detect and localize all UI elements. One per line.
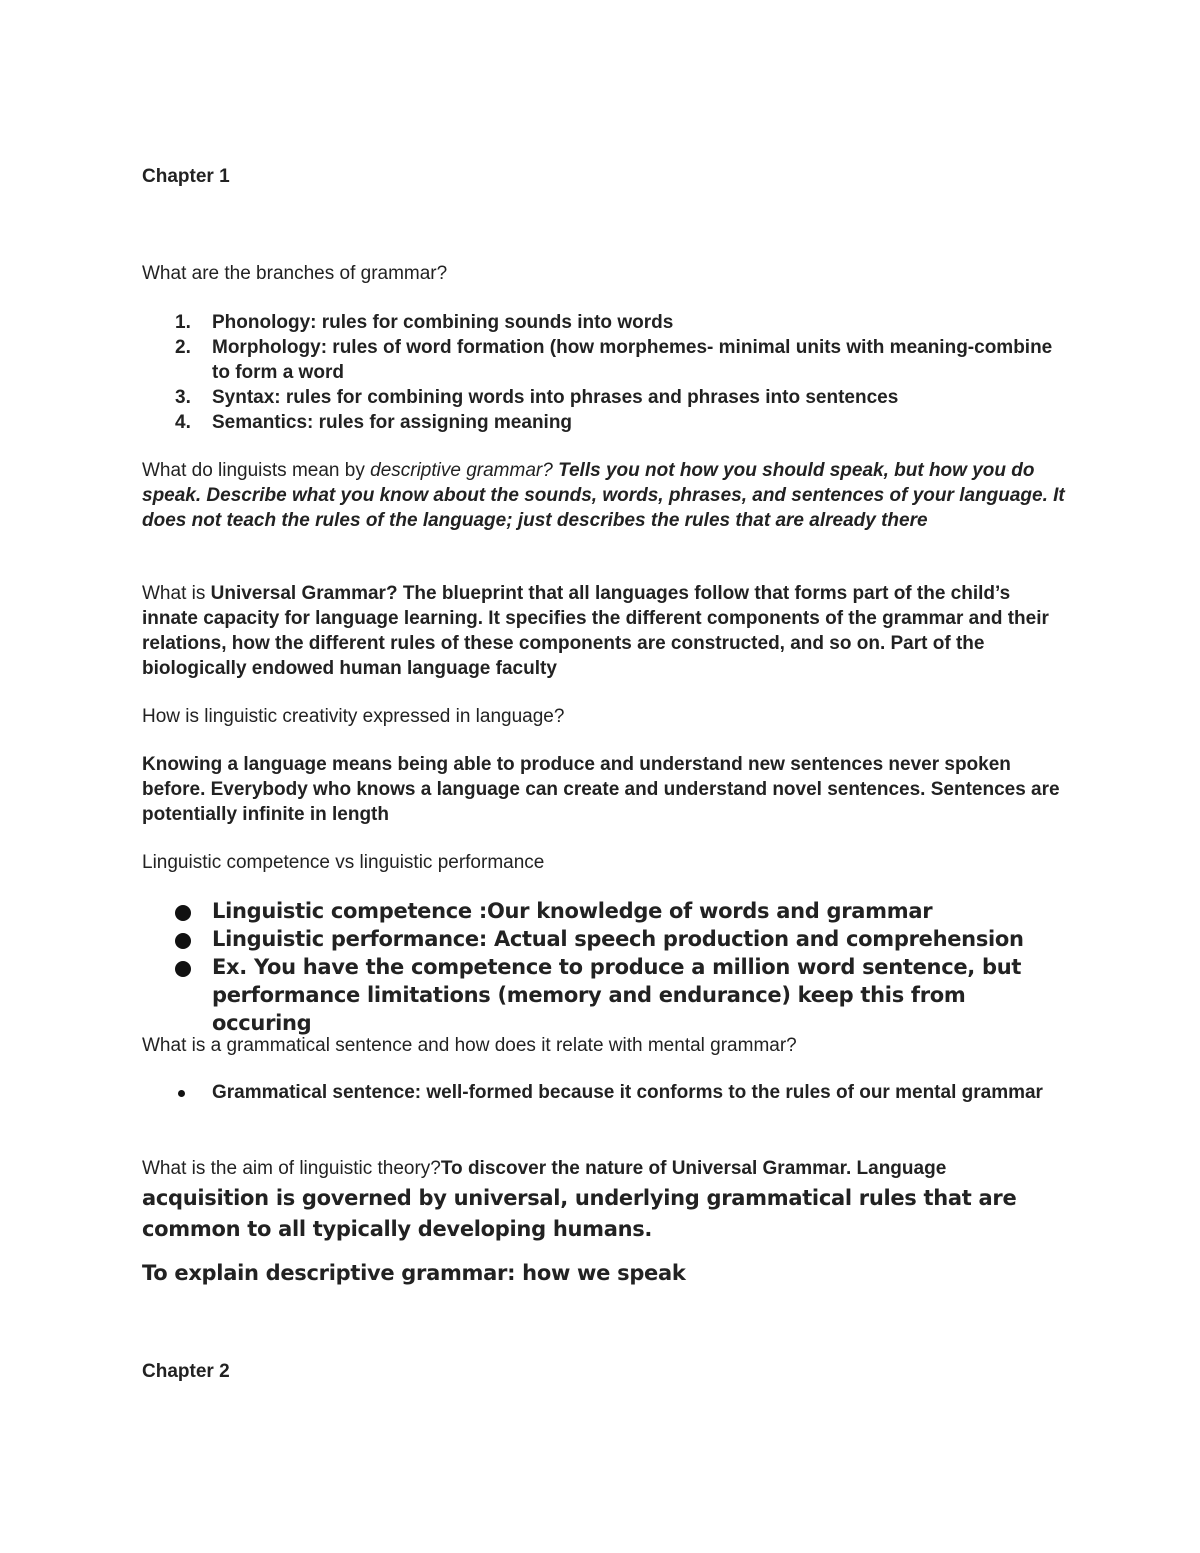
list-item-text: Morphology: rules of word formation (how morphemes- minimal units with meaning-combine to form a word [212,337,1053,383]
list-item-text: Linguistic competence :Our knowledge of words and grammar [212,899,933,923]
list-item-text: Semantics: rules for assigning meaning [212,412,573,433]
bullet-icon [175,905,191,921]
answer-text-continued: acquisition is governed by universal, underlying grammatical rules that are common to all typically developing humans. [142,1186,1017,1241]
question-term: Universal Grammar? [210,583,398,604]
list-item-text: Linguistic performance: Actual speech production and comprehension [212,927,1024,951]
list-number: 3. [175,387,191,408]
list-item-text: Grammatical sentence: well-formed because it conforms to the rules of our mental grammar [212,1082,1043,1103]
list-item [142,897,1067,925]
list-item [142,925,1067,953]
answer-text: The blueprint that all languages follow that forms part of the child’s innate capacity for language learning. It specifies the different components of the grammar and their relations, how the different rules of these components are constructed, and so on. Part of the biologically endowed human language faculty [142,583,1049,679]
bullet-icon [175,933,191,949]
bullet-icon [175,961,191,977]
grammatical-question: What is a grammatical sentence and how does it relate with mental grammar? [142,1035,797,1056]
list-item [142,1080,1067,1105]
bullet-icon [178,1090,185,1097]
list-item [142,385,1067,410]
question-term: descriptive grammar? [370,460,553,481]
competence-question: Linguistic competence vs linguistic performance [142,852,545,873]
answer-text: To discover the nature of Universal Grammar. Language [440,1158,947,1179]
list-item-text: Ex. You have the competence to produce a million word sentence, but performance limitations (memory and endurance) keep this from occuring [212,955,1022,1035]
chapter-2-heading: Chapter 2 [142,1361,230,1382]
list-item [142,410,1067,435]
answer-text: Tells you not how you should speak, but how you do speak. Describe what you know about the sounds, words, phrases, and sentences of your language. It does not teach the rules of the language; just describes the rules that are already there [142,460,1065,531]
list-item [142,953,1067,1037]
aim-explain: To explain descriptive grammar: how we speak [142,1261,686,1285]
question-text: What is the aim of linguistic theory? [142,1158,441,1179]
list-number: 1. [175,312,191,333]
list-item [142,310,1067,335]
descriptive-grammar-paragraph [142,458,1067,533]
list-number: 2. [175,337,191,358]
branches-list [142,310,1067,435]
list-item-text: Syntax: rules for combining words into phrases and phrases into sentences [212,387,899,408]
competence-list [142,897,1067,1037]
question-text: What is [142,583,211,604]
list-number: 4. [175,412,191,433]
list-item [142,335,1067,385]
aim-paragraph [142,1153,1067,1246]
creativity-answer: Knowing a language means being able to produce and understand new sentences never spoken before. Everybody who knows a language can create and understand novel sentences. Sentences are potentially infinite in length [142,754,1060,825]
question-text: What do linguists mean by [142,460,371,481]
universal-grammar-paragraph [142,581,1067,681]
list-item-text: Phonology: rules for combining sounds into words [212,312,674,333]
grammatical-list [142,1080,1067,1105]
creativity-question: How is linguistic creativity expressed in language? [142,706,565,727]
branches-question: What are the branches of grammar? [142,263,448,284]
chapter-1-heading: Chapter 1 [142,166,230,187]
